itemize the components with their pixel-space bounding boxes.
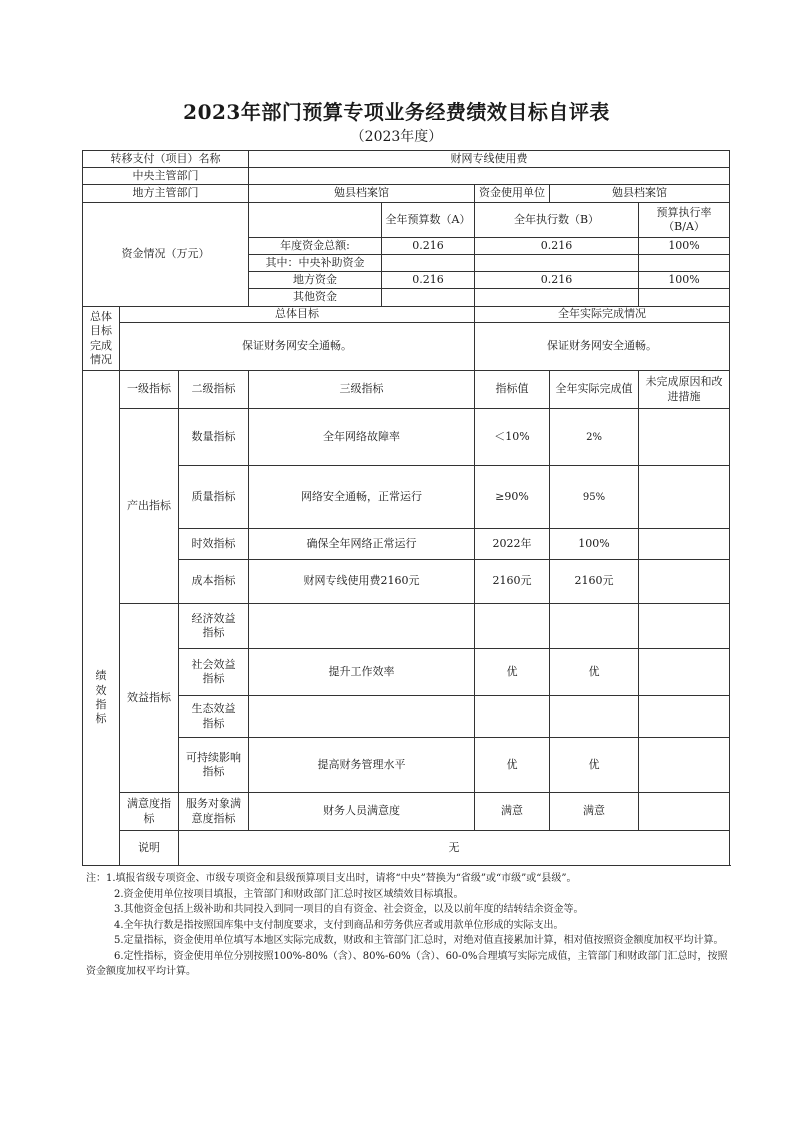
indicator-target: ＜10% [475,409,550,466]
funds-col-rate: 预算执行率（B/A） [639,203,730,238]
indicator-level2 [179,649,249,696]
page-title: 2023年部门预算专项业务经费绩效目标自评表 [183,100,610,124]
notes-section [86,871,731,980]
indicator-actual: 满意 [550,793,639,831]
indicator-target [475,696,550,738]
funds-row-label: 年度资金总额: [249,238,382,255]
funds-row-a [382,289,475,307]
benefit-indicators-label: 效益指标 [120,604,179,793]
indicator-level3: 财网专线使用费2160元 [249,560,475,604]
actual-text: 保证财务网安全通畅。 [475,323,730,371]
page-subtitle: （2023年度） [350,129,443,145]
funds-row-rate [639,289,730,307]
funds-row-b: 0.216 [475,272,639,289]
indicator-level2: 数量指标 [179,409,249,466]
indicator-actual: 优 [550,738,639,793]
funds-row-rate: 100% [639,238,730,255]
indicator-row [83,793,730,831]
user-unit-value: 勉县档案馆 [550,185,730,203]
indicator-level2-text: 社会效益指标 [191,657,236,685]
indicator-actual: 100% [550,529,639,560]
indicator-actual: 优 [550,649,639,696]
goal-text: 保证财务网安全通畅。 [120,323,475,371]
indicator-target [475,604,550,649]
indicator-actual [550,696,639,738]
indicator-row [83,696,730,738]
remarks-value: 无 [179,831,730,866]
funds-row-label: 其中：中央补助资金 [249,255,382,272]
funds-row-rate: 100% [639,272,730,289]
indicator-level2-text: 生态效益指标 [191,702,236,730]
indicator-actual: 2160元 [550,560,639,604]
output-indicators-label: 产出指标 [120,409,179,604]
indicator-level2 [179,604,249,649]
funds-row-b: 0.216 [475,238,639,255]
goals-section-label: 总体目标完成情况 [83,307,120,371]
indicators-header-row [83,371,730,409]
central-dept-value [249,168,730,185]
local-dept-row [83,185,730,203]
remarks-label: 说明 [120,831,179,866]
central-dept-label: 中央主管部门 [83,168,249,185]
indicators-section-text: 绩效指标 [95,669,107,726]
indicator-row [83,409,730,466]
notes-prefix: 注： [86,873,106,884]
funds-row-a: 0.216 [382,272,475,289]
indicator-row [83,466,730,529]
indicator-level2 [179,738,249,793]
indicator-level3: 财务人员满意度 [249,793,475,831]
indicator-reason [639,649,730,696]
indicator-reason [639,409,730,466]
local-dept-value: 勉县档案馆 [249,185,475,203]
remarks-row [83,831,730,866]
project-name-value: 财网专线使用费 [249,151,730,168]
indicator-level2-text: 经济效益指标 [191,611,236,639]
local-dept-label: 地方主管部门 [83,185,249,203]
indicator-row [83,649,730,696]
indicator-row [83,604,730,649]
indicator-level2: 质量指标 [179,466,249,529]
note-item: 2.资金使用单位按项目填报，主管部门和财政部门汇总时按区域绩效目标填报。 [114,888,464,900]
indicator-level2-text: 可持续影响指标 [186,750,241,778]
indicator-level3: 网络安全通畅，正常运行 [249,466,475,529]
goals-header-row [83,307,730,323]
indicator-row [83,738,730,793]
evaluation-table [82,150,730,866]
funds-row-a [382,255,475,272]
funds-row-rate [639,255,730,272]
funds-header-blank [249,203,382,238]
indicator-target: 优 [475,738,550,793]
funds-row-label: 其他资金 [249,289,382,307]
indicator-level3: 提升工作效率 [249,649,475,696]
header-reason: 未完成原因和改进措施 [639,371,730,409]
funds-row-b [475,289,639,307]
indicator-reason [639,793,730,831]
funds-row-b [475,255,639,272]
header-level2: 二级指标 [179,371,249,409]
funds-col-b: 全年执行数（B） [475,203,639,238]
indicator-level3: 提高财务管理水平 [249,738,475,793]
funds-section-label: 资金情况（万元） [83,203,249,307]
indicator-level3 [249,696,475,738]
indicator-target: ≥90% [475,466,550,529]
indicator-reason [639,696,730,738]
funds-row-a: 0.216 [382,238,475,255]
central-dept-row [83,168,730,185]
indicator-level2: 时效指标 [179,529,249,560]
indicator-reason [639,466,730,529]
note-item [86,871,731,887]
indicator-level2-text: 服务对象满意度指标 [186,797,241,825]
indicators-section-label [83,371,120,866]
goal-header: 总体目标 [120,307,475,323]
actual-header: 全年实际完成情况 [475,307,730,323]
satisfaction-indicators-label [120,793,179,831]
indicator-level2 [179,696,249,738]
header-actual: 全年实际完成值 [550,371,639,409]
satisfaction-label-text: 满意度指标 [127,797,171,825]
note-item: 4.全年执行数是指按照国库集中支付制度要求，支付到商品和劳务供应者或用款单位形成的实际支出。 [114,919,564,931]
funds-col-a: 全年预算数（A） [382,203,475,238]
indicator-row [83,560,730,604]
project-name-label: 转移支付（项目）名称 [83,151,249,168]
indicator-target: 优 [475,649,550,696]
note-item: 5.定量指标，资金使用单位填写本地区实际完成数，财政和主管部门汇总时，对绝对值直接累加计算，相对值按照资金额度加权平均计算。 [114,935,724,946]
indicator-level3 [249,604,475,649]
indicator-reason [639,529,730,560]
indicator-actual [550,604,639,649]
indicator-actual: 95% [550,466,639,529]
note-item: 6.定性指标，资金使用单位分别按照100%-80%（含）、80%-60%（含）、60-0%合理填写实际完成值，主管部门和财政部门汇总时，按照资金额度加权平均计算。 [86,950,728,977]
funds-row-label: 地方资金 [249,272,382,289]
indicator-level2 [179,793,249,831]
header-level3: 三级指标 [249,371,475,409]
indicator-reason [639,738,730,793]
note-item: 3.其他资金包括上级补助和共同投入到同一项目的自有资金、社会资金，以及以前年度的结转结余资金等。 [114,904,584,915]
user-unit-label: 资金使用单位 [475,185,550,203]
indicator-level3: 确保全年网络正常运行 [249,529,475,560]
indicator-target: 2022年 [475,529,550,560]
header-target: 指标值 [475,371,550,409]
indicator-reason [639,604,730,649]
indicator-reason [639,560,730,604]
indicator-level3: 全年网络故障率 [249,409,475,466]
indicator-level2: 成本指标 [179,560,249,604]
goals-content-row [83,323,730,371]
indicator-target: 满意 [475,793,550,831]
note-text: 1.填报省级专项资金、市级专项资金和县级预算项目支出时，请将“中央”替换为“省级”或“市级”或“县级”。 [106,873,577,884]
indicator-row [83,529,730,560]
indicator-target: 2160元 [475,560,550,604]
project-name-row [83,151,730,168]
header-level1: 一级指标 [120,371,179,409]
indicator-actual: 2% [550,409,639,466]
funds-header-row [83,203,730,238]
